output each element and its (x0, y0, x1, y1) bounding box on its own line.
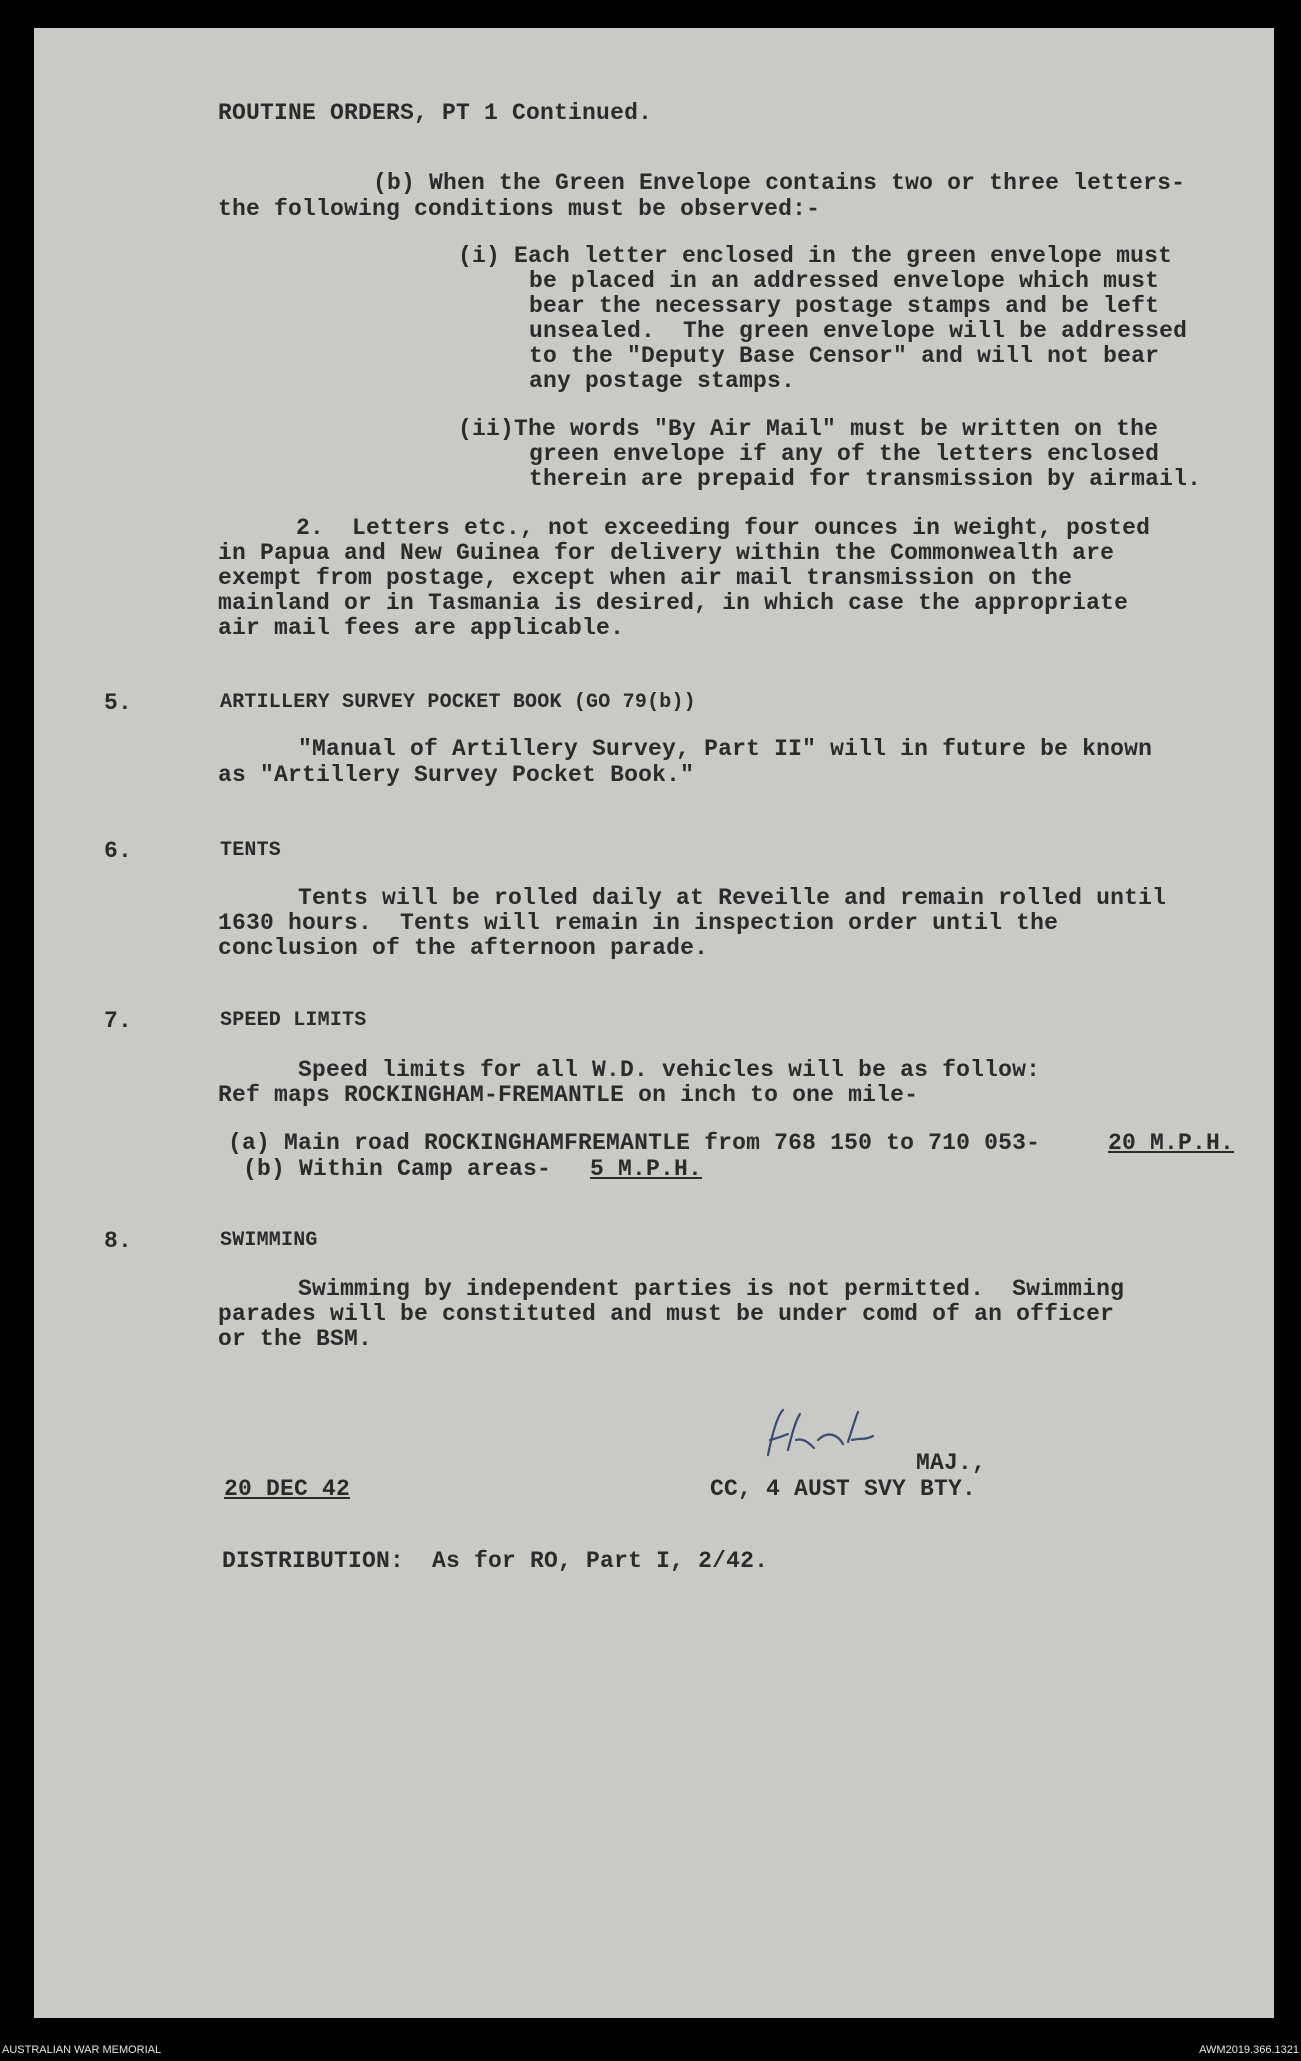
para-2-line-1: 2. Letters etc., not exceeding four ounces in weight, posted (296, 515, 1151, 541)
item-7-body-2: Ref maps ROCKINGHAM-FREMANTLE on inch to one mile- (218, 1082, 919, 1108)
para-2-line-4: mainland or in Tasmania is desired, in which case the appropriate (218, 590, 1129, 616)
item-i-line-6: any postage stamps. (529, 368, 796, 394)
document-header: ROUTINE ORDERS, PT 1 Continued. (218, 100, 653, 126)
item-8-body-3: or the BSM. (218, 1326, 373, 1352)
item-8-heading: SWIMMING (220, 1229, 318, 1252)
speed-limit-b: (b) Within Camp areas- (243, 1156, 552, 1182)
speed-limit-a-value: 20 M.P.H. (1108, 1130, 1235, 1156)
item-ii-line-2: green envelope if any of the letters enclosed (529, 441, 1160, 467)
footer-accession-number: AWM2019.366.1321 (1199, 2044, 1299, 2056)
item-6-heading: TENTS (220, 839, 282, 862)
item-8-number: 8. (104, 1228, 133, 1254)
para-2-line-5: air mail fees are applicable. (218, 615, 625, 641)
item-i-line-4: unsealed. The green envelope will be addressed (529, 318, 1188, 344)
item-8-body-1: Swimming by independent parties is not permitted. Swimming (298, 1276, 1125, 1302)
item-5-body-1: "Manual of Artillery Survey, Part II" will in future be known (298, 736, 1153, 762)
item-i-line-3: bear the necessary postage stamps and be left (529, 293, 1160, 319)
item-5-heading: ARTILLERY SURVEY POCKET BOOK (GO 79(b)) (220, 691, 696, 714)
speed-limit-a: (a) Main road ROCKINGHAMFREMANTLE from 768 150 to 710 053- (228, 1130, 1041, 1156)
section-b-line-2: the following conditions must be observed:- (218, 196, 821, 222)
para-2-line-2: in Papua and New Guinea for delivery within the Commonwealth are (218, 540, 1115, 566)
speed-limit-b-value: 5 M.P.H. (590, 1156, 703, 1182)
item-i-line-5: to the "Deputy Base Censor" and will not bear (529, 343, 1160, 369)
item-ii-line-1: (ii)The words "By Air Mail" must be written on the (458, 416, 1159, 442)
para-2-line-3: exempt from postage, except when air mail transmission on the (218, 565, 1073, 591)
item-7-heading: SPEED LIMITS (220, 1009, 367, 1032)
item-7-number: 7. (104, 1008, 133, 1034)
item-8-body-2: parades will be constituted and must be under comd of an officer (218, 1301, 1115, 1327)
signatory-rank: MAJ., (916, 1450, 987, 1476)
distribution-line: DISTRIBUTION: As for RO, Part I, 2/42. (222, 1548, 769, 1574)
item-5-body-2: as "Artillery Survey Pocket Book." (218, 762, 695, 788)
item-6-body-2: 1630 hours. Tents will remain in inspection order until the (218, 910, 1059, 936)
item-6-body-1: Tents will be rolled daily at Reveille and remain rolled until (298, 885, 1167, 911)
item-i-line-1: (i) Each letter enclosed in the green envelope must (458, 243, 1173, 269)
signatory-title: CC, 4 AUST SVY BTY. (710, 1476, 977, 1502)
item-6-body-3: conclusion of the afternoon parade. (218, 935, 709, 961)
item-7-body-1: Speed limits for all W.D. vehicles will be as follow: (298, 1057, 1041, 1083)
item-ii-line-3: therein are prepaid for transmission by airmail. (529, 466, 1202, 492)
item-i-line-2: be placed in an addressed envelope which must (529, 268, 1160, 294)
item-6-number: 6. (104, 838, 133, 864)
footer-institution: AUSTRALIAN WAR MEMORIAL (2, 2044, 162, 2056)
document-date: 20 DEC 42 (224, 1476, 351, 1502)
section-b-line-1: (b) When the Green Envelope contains two or three letters- (373, 170, 1186, 196)
item-5-number: 5. (104, 690, 133, 716)
handwritten-signature (748, 1400, 908, 1470)
